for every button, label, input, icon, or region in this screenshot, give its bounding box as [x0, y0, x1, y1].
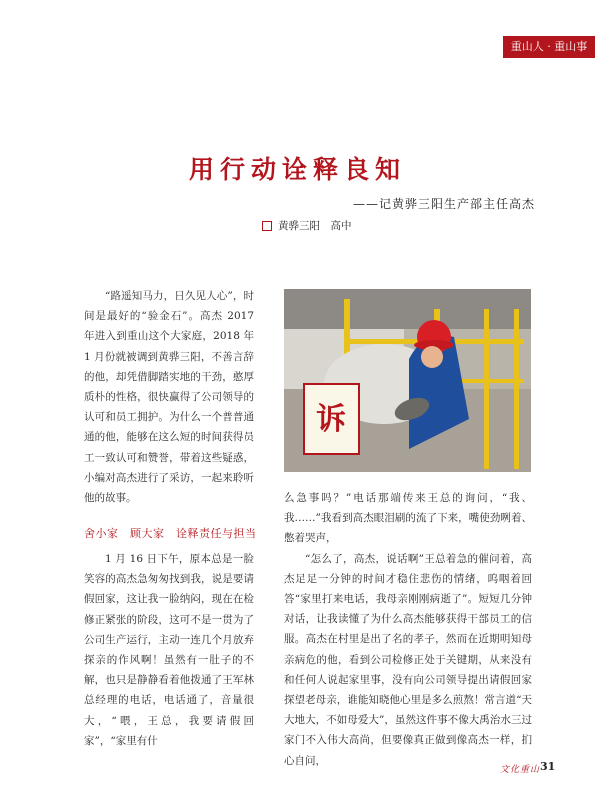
article-subtitle: ——记黄骅三阳生产部主任高杰: [352, 197, 535, 211]
magazine-logo: 文化重山: [500, 765, 541, 775]
byline-text: 黄骅三阳 高中: [278, 220, 352, 232]
worker-photo-illustration: [284, 289, 531, 472]
body-paragraph: “怎么了，高杰，说话啊”王总着急的催问着，高杰足足一分钟的时间才稳住悲伤的情绪，呜咽着回答“家里打来电话，我母亲刚刚病逝了”。短短几分钟对话，让我读懂了为什么高杰能够获得干部员工的信服。高杰在村里是出了名的孝子，然而在近期明知母亲病危的他，看到公司检修正处于关键期，从来没有和任何人说起家里事，没有向公司领导提出请假回家探望老母亲，谁能知晓他心里是多么煎熬！常言道“天大地大，不如母爱大”，虽然这件事不像大禹治水三过家门不入伟大高尚，但要像真正做到像高杰一样，扪心自问，: [284, 552, 532, 767]
column-tag: 重山人 · 重山事: [503, 36, 595, 58]
article-photo: [284, 289, 531, 472]
page-number: 31: [540, 760, 556, 773]
photo-sign-text: 诉: [316, 402, 346, 437]
byline-marker-icon: [262, 221, 272, 231]
body-paragraph: 1 月 16 日下午，原本总是一脸笑容的高杰急匆匆找到我，说是要请假回家，这让我一脸纳闷，现在在检修正紧张的阶段，这可不是一贯为了公司生产运行，主动一连几个月放弃探亲的作风啊！虽然有一肚子的不解，也只是静静看着他拨通了王军林总经理的电话，电话通了，音量很大，“喂，王总，我要请假回家”，“家里有什: [84, 553, 254, 747]
byline: [262, 218, 352, 233]
left-column-body: [84, 549, 254, 751]
intro-block: [84, 286, 254, 508]
article-title: 用行动诠释良知: [188, 155, 406, 184]
section-heading: 舍小家 顾大家 诠释责任与担当: [84, 527, 257, 540]
right-column-body: [284, 488, 532, 771]
body-paragraph: 么急事吗？”电话那端传来王总的询问，“我、我……”我看到高杰眼泪刷的流了下来，嘴使劲咧着、憋着哭声，: [284, 492, 532, 545]
intro-paragraph: “路遥知马力，日久见人心”，时间是最好的“验金石”。高杰 2017 年进入到重山这个大家庭，2018 年 1 月份就被调到黄骅三阳，不善言辞的他，却凭借脚踏实地的干劲，憨厚质朴的性格，很快赢得了公司领导的认可和员工拥护。为什么一个普普通通的他，能够在这么短的时间获得员工一致认可和赞誉，带着这些疑惑，小编对高杰进行了采访，一起来聆听他的故事。: [84, 290, 254, 505]
